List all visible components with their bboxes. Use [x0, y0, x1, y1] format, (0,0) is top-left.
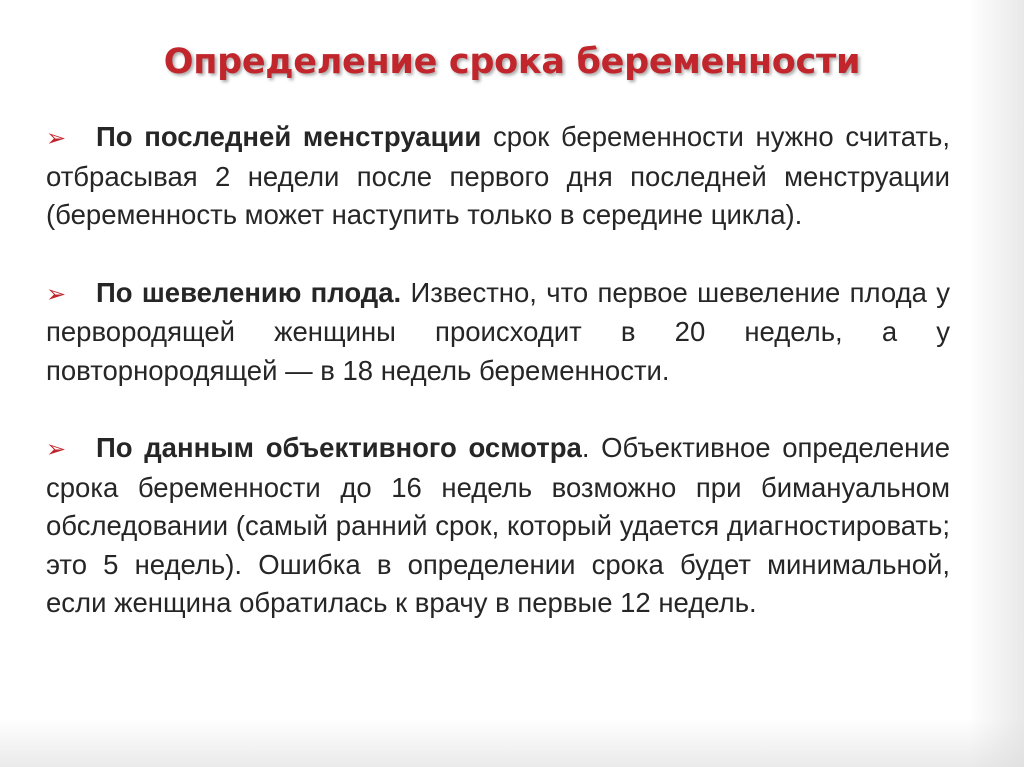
paragraph-objective-exam: [46, 429, 950, 623]
slide-edge-shadow-right: [968, 0, 1024, 767]
slide-body: [46, 118, 950, 662]
paragraph-lead: По шевелению плода.: [96, 276, 402, 308]
slide-title: Определение срока беременности: [163, 42, 861, 82]
slide-edge-shadow-bottom: [0, 719, 1024, 767]
paragraph-lead: По последней менструации: [96, 121, 482, 152]
paragraph-fetal-movement: [46, 274, 950, 391]
arrow-bullet-icon: ➢: [46, 279, 67, 308]
paragraph-last-menstruation: [46, 118, 950, 235]
arrow-bullet-icon: ➢: [46, 124, 67, 152]
arrow-bullet-icon: ➢: [46, 435, 67, 463]
paragraph-text: Известно, что первое шевеление плода у первородящей женщины происходит в 20 недель, а у повторнородящей — в 18 недель беременности.: [46, 276, 950, 386]
paragraph-text: . Объективное определение срока беременности до 16 недель возможно при бимануальном обследовании (самый ранний срок, который удается диагностировать; это 5 недель). Ошибка в определении срока будет минимальной, если женщина обратилась к врачу в первые 12 недель.: [46, 432, 951, 618]
paragraph-lead: По данным объективного осмотра: [96, 432, 582, 463]
paragraph-text: срок беременности нужно считать, отбрасывая 2 недели после первого дня последней менструации (беременность может наступить только в середине цикла).: [46, 121, 950, 230]
